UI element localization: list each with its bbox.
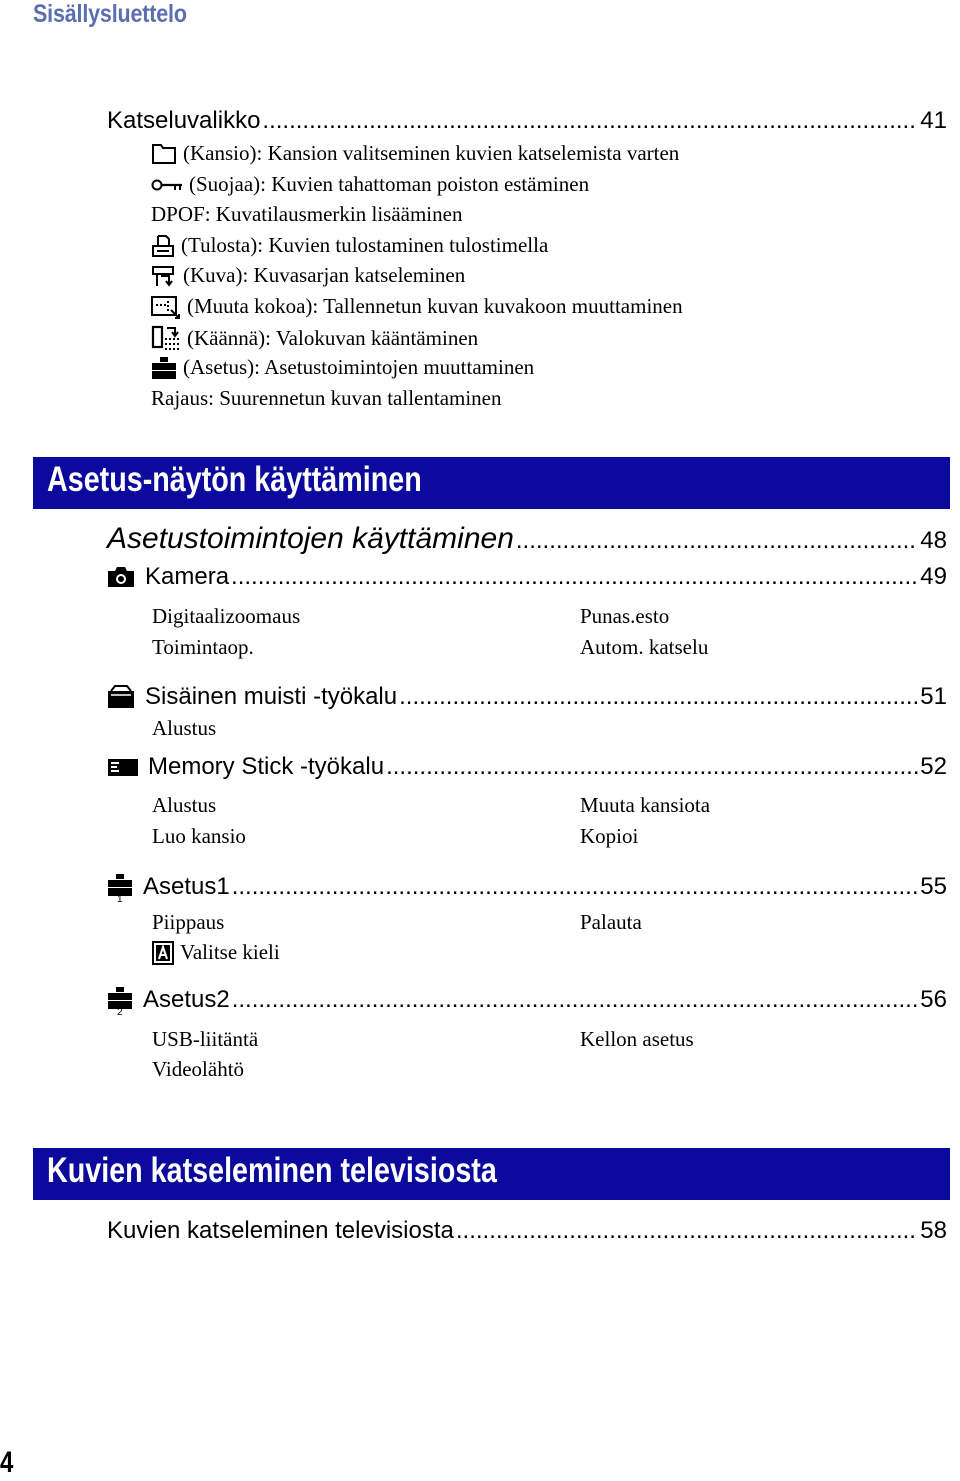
- sub-item: Kellon asetus: [580, 1027, 694, 1051]
- menu-item-text: (Tulosta): Kuvien tulostaminen tulostimella: [181, 233, 549, 257]
- section-band-televisio: [33, 1148, 950, 1200]
- sub-item: Videolähtö: [152, 1057, 245, 1081]
- toc-label: Kuvien katseleminen televisiosta: [107, 1217, 454, 1244]
- toc-entry-katseluvalikko[interactable]: [107, 107, 947, 135]
- menu-item-tulosta: [151, 233, 548, 258]
- slideshow-icon: [151, 264, 177, 288]
- page-number: 4: [0, 1446, 14, 1479]
- menu-item-dpof: [151, 202, 462, 227]
- toolbox-number: 2: [117, 1007, 123, 1018]
- sub-item: Alustus: [152, 793, 217, 817]
- sub-item: Digitaalizoomaus: [152, 604, 301, 628]
- sub-item: Luo kansio: [152, 824, 246, 848]
- sub-item-text: Valitse kieli: [180, 940, 280, 964]
- menu-item-asetus: [151, 355, 534, 380]
- toc-label: Memory Stick -työkalu: [148, 753, 385, 780]
- toc-entry-televisio[interactable]: [107, 1217, 947, 1245]
- toc-leader: [262, 107, 918, 135]
- toc-label: Katseluvalikko: [107, 107, 261, 134]
- menu-item-text: (Kuva): Kuvasarjan katseleminen: [183, 263, 466, 287]
- toc-entry-sisainen-muisti[interactable]: [107, 683, 947, 711]
- folder-icon: [151, 143, 177, 165]
- toc-page: 51: [920, 683, 947, 710]
- sub-item: Alustus: [152, 716, 217, 740]
- menu-item-text: Rajaus: Suurennetun kuvan tallentaminen: [151, 386, 502, 410]
- memory-stick-icon: [107, 757, 139, 777]
- toc-label: Asetus1: [143, 873, 230, 900]
- rotate-icon: [151, 325, 181, 351]
- menu-item-text: (Kansio): Kansion valitseminen kuvien katselemista varten: [183, 141, 680, 165]
- toolbox-icon: [151, 356, 177, 380]
- key-icon: [151, 178, 183, 192]
- page-header-title: Sisällysluettelo: [33, 0, 187, 28]
- resize-icon: [151, 295, 181, 319]
- section-band-asetus: [33, 457, 950, 509]
- menu-item-muuta-kokoa: [151, 294, 683, 319]
- sub-item: Toimintaop.: [152, 635, 254, 659]
- sub-item: Punas.esto: [580, 604, 670, 628]
- toolbox-number: 1: [117, 894, 123, 905]
- toc-label: Kamera: [145, 563, 230, 590]
- camera-icon: [107, 566, 135, 588]
- sub-item: Kopioi: [580, 824, 639, 848]
- toc-entry-memory-stick[interactable]: [107, 753, 947, 781]
- toolbox-2-icon: [107, 986, 137, 1020]
- internal-memory-icon: [107, 685, 135, 709]
- toc-entry-asetustoiminnot[interactable]: [107, 522, 947, 556]
- toc-entry-asetus1[interactable]: [107, 873, 947, 907]
- menu-item-kaanna: [151, 325, 478, 351]
- printer-icon: [151, 234, 175, 258]
- toc-label: Asetustoimintojen käyttäminen: [107, 522, 514, 555]
- menu-item-suojaa: [151, 172, 589, 197]
- toc-leader: [399, 683, 918, 711]
- toc-label: Asetus2: [143, 986, 230, 1013]
- sub-item: Autom. katselu: [580, 635, 709, 659]
- toc-leader: [516, 527, 918, 555]
- toolbox-1-icon: [107, 873, 137, 907]
- menu-item-text: (Muuta kokoa): Tallennetun kuvan kuvakoon muuttaminen: [187, 294, 683, 318]
- menu-item-text: DPOF: Kuvatilausmerkin lisääminen: [151, 202, 463, 226]
- sub-item-valitse-kieli: [152, 940, 280, 965]
- toc-label: Sisäinen muisti -työkalu: [145, 683, 398, 710]
- toc-leader: [456, 1217, 918, 1245]
- toc-leader: [386, 753, 918, 781]
- toc-page: 48: [920, 527, 947, 554]
- toc-page: 41: [920, 107, 947, 134]
- toc-leader: [232, 873, 919, 901]
- menu-item-text: (Asetus): Asetustoimintojen muuttaminen: [183, 355, 535, 379]
- menu-item-kansio: [151, 141, 679, 166]
- menu-item-kuva: [151, 263, 465, 288]
- toc-page: 58: [920, 1217, 947, 1244]
- toc-entry-kamera[interactable]: [107, 563, 947, 591]
- toc-entry-asetus2[interactable]: [107, 986, 947, 1020]
- toc-page: 49: [920, 563, 947, 590]
- sub-item: USB-liitäntä: [152, 1027, 259, 1051]
- sub-item: Palauta: [580, 910, 642, 934]
- menu-item-rajaus: [151, 386, 502, 411]
- menu-item-text: (Suojaa): Kuvien tahattoman poiston estäminen: [189, 172, 590, 196]
- section-title: Asetus-näytön käyttäminen: [47, 460, 422, 499]
- toc-leader: [232, 986, 919, 1014]
- toc-leader: [231, 563, 918, 591]
- sub-item: Muuta kansiota: [580, 793, 711, 817]
- toc-page: 52: [920, 753, 947, 780]
- toc-page: 55: [920, 873, 947, 900]
- section-title: Kuvien katseleminen televisiosta: [47, 1151, 497, 1190]
- language-icon: [152, 941, 174, 965]
- sub-item: Piippaus: [152, 910, 225, 934]
- toc-page: 56: [920, 986, 947, 1013]
- menu-item-text: (Käännä): Valokuvan kääntäminen: [187, 325, 479, 350]
